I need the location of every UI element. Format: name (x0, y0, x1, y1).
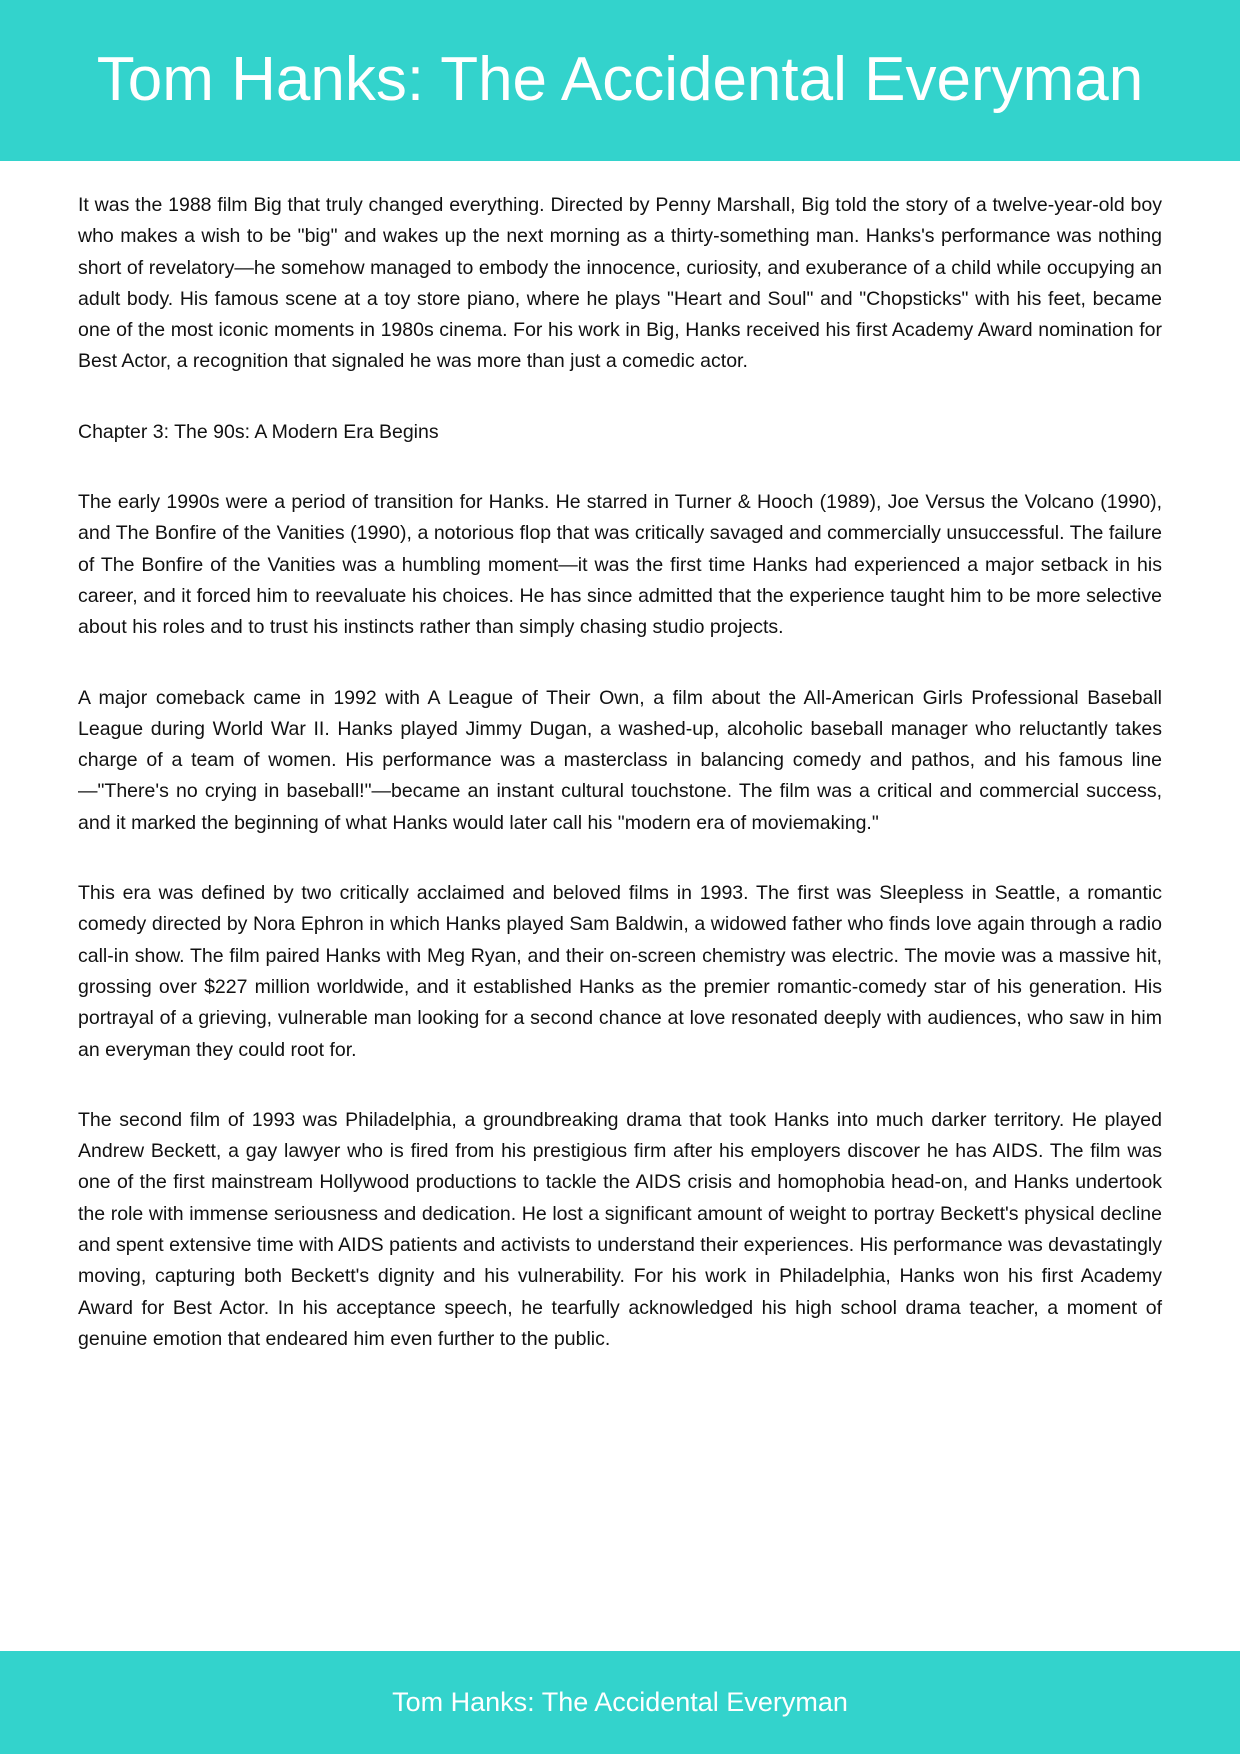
page-header (0, 0, 1240, 161)
paragraph-philadelphia: The second film of 1993 was Philadelphia, a groundbreaking drama that took Hanks into much darker territory. He played Andrew Beckett, a gay lawyer who is fired from his prestigious firm after his employers discover he has AIDS. The film was one of the first mainstream Hollywood productions to tackle the AIDS crisis and homophobia head-on, and Hanks undertook the role with immense seriousness and dedication. He lost a significant amount of weight to portray Beckett's physical decline and spent extensive time with AIDS patients and activists to understand their experiences. His performance was devastatingly moving, capturing both Beckett's dignity and his vulnerability. For his work in Philadelphia, Hanks won his first Academy Award for Best Actor. In his acceptance speech, he tearfully acknowledged his high school drama teacher, a moment of genuine emotion that endeared him even further to the public. (78, 1108, 1162, 1350)
paragraph-sleepless-in-seattle: This era was defined by two critically acclaimed and beloved films in 1993. The first was Sleepless in Seattle, a romantic comedy directed by Nora Ephron in which Hanks played Sam Baldwin, a widowed father who finds love again through a radio call-in show. The film paired Hanks with Meg Ryan, and their on-screen chemistry was electric. The movie was a massive hit, grossing over $227 million worldwide, and it established Hanks as the premier romantic-comedy star of his generation. His portrayal of a grieving, vulnerable man looking for a second chance at love resonated deeply with audiences, who saw in him an everyman they could root for. (78, 882, 1162, 1061)
article-body (78, 190, 1162, 1394)
page-title: Tom Hanks: The Accidental Everyman (96, 44, 1144, 114)
paragraph-early-1990s: The early 1990s were a period of transition for Hanks. He starred in Turner & Hooch (1989), Joe Versus the Volcano (1990), and The Bonfire of the Vanities (1990), a notorious flop that was critically savaged and commercially unsuccessful. The failure of The Bonfire of the Vanities was a humbling moment—it was the first time Hanks had experienced a major setback in his career, and it forced him to reevaluate his choices. He has since admitted that the experience taught him to be more selective about his roles and to trust his instincts rather than simply chasing studio projects. (78, 491, 1162, 639)
chapter-heading: Chapter 3: The 90s: A Modern Era Begins (78, 420, 439, 443)
paragraph-league-of-their-own: A major comeback came in 1992 with A League of Their Own, a film about the All-American Girls Professional Baseball League during World War II. Hanks played Jimmy Dugan, a washed-up, alcoholic baseball manager who reluctantly takes charge of a team of women. His performance was a masterclass in balancing comedy and pathos, and his famous line—"There's no crying in baseball!"—became an instant cultural touchstone. The film was a critical and commercial success, and it marked the beginning of what Hanks would later call his "modern era of moviemaking." (78, 686, 1162, 834)
page-footer (0, 1651, 1240, 1754)
paragraph-big: It was the 1988 film Big that truly changed everything. Directed by Penny Marshall, Big told the story of a twelve-year-old boy who makes a wish to be "big" and wakes up the next morning as a thirty-something man. Hanks's performance was nothing short of revelatory—he somehow managed to embody the innocence, curiosity, and exuberance of a child while occupying an adult body. His famous scene at a toy store piano, where he plays "Heart and Soul" and "Chopsticks" with his feet, became one of the most iconic moments in 1980s cinema. For his work in Big, Hanks received his first Academy Award nomination for Best Actor, a recognition that signaled he was more than just a comedic actor. (78, 194, 1162, 373)
footer-title: Tom Hanks: The Accidental Everyman (392, 1687, 848, 1717)
